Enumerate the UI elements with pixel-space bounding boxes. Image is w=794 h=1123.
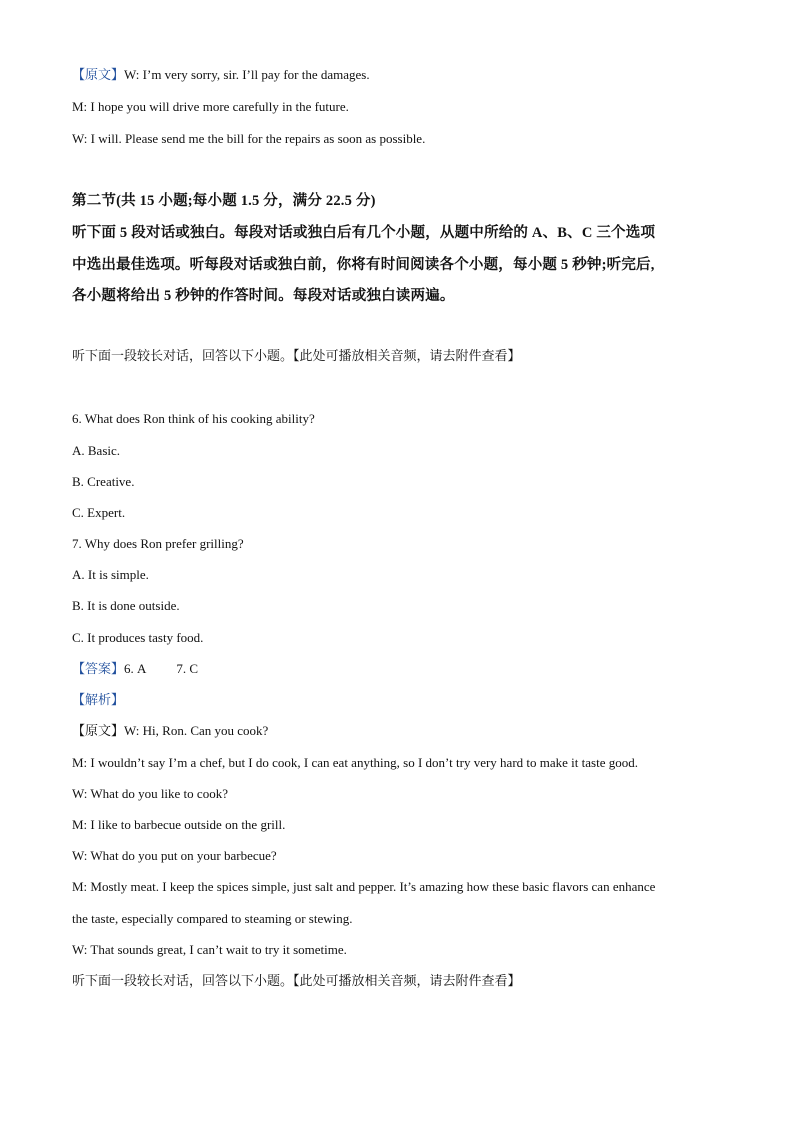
transcript-line-5: W: What do you put on your barbecue? (72, 848, 277, 863)
section-instruction-1: 听下面 5 段对话或独白。每段对话或独白后有几个小题，从题中所给的 A、B、C 三个选项 (72, 225, 656, 241)
transcript-tag: 【原文】 (72, 723, 125, 738)
question-6-option-c: C. Expert. (72, 505, 126, 520)
transcript-line-7: the taste, especially compared to steaming or stewing. (72, 911, 353, 926)
top-dialog-line-3: W: I will. Please send me the bill for the repairs as soon as possible. (72, 131, 426, 146)
answer-line (72, 660, 734, 678)
answer-label: 【答案】 (72, 661, 125, 676)
answer-6: 6. A (124, 661, 147, 676)
question-7-option-c: C. It produces tasty food. (72, 630, 204, 645)
transcript-line-6: M: Mostly meat. I keep the spices simple, just salt and pepper. It’s amazing how these basic flavors can enhance (72, 879, 656, 894)
transcript-line-4: M: I like to barbecue outside on the grill. (72, 817, 286, 832)
transcript-line-8: W: That sounds great, I can’t wait to try it sometime. (72, 942, 347, 957)
transcript-line-2: M: I wouldn’t say I’m a chef, but I do cook, I can eat anything, so I don’t try very hard to make it taste good. (72, 755, 638, 770)
section-title: 第二节(共 15 小题;每小题 1.5 分，满分 22.5 分) (72, 193, 376, 209)
question-6-option-b: B. Creative. (72, 474, 135, 489)
section-instruction-3: 各小题将给出 5 秒钟的作答时间。每段对话或独白读两遍。 (72, 288, 455, 304)
transcript-tag: 【原文】 (72, 67, 125, 82)
answer-7: 7. C (176, 661, 199, 676)
question-7-option-a: A. It is simple. (72, 567, 149, 582)
question-6-stem: 6. What does Ron think of his cooking ability? (72, 411, 315, 426)
transcript-line-1: 【原文】W: Hi, Ron. Can you cook? (72, 723, 269, 738)
question-6-option-a: A. Basic. (72, 443, 121, 458)
top-dialog-line-2: M: I hope you will drive more carefully in the future. (72, 99, 349, 114)
listening-prompt-1: 听下面一段较长对话，回答以下小题。【此处可播放相关音频，请去附件查看】 (72, 348, 521, 363)
question-7-stem: 7. Why does Ron prefer grilling? (72, 536, 244, 551)
analysis-label: 【解析】 (72, 692, 125, 707)
listening-prompt-2: 听下面一段较长对话，回答以下小题。【此处可播放相关音频，请去附件查看】 (72, 973, 521, 988)
question-7-option-b: B. It is done outside. (72, 598, 180, 613)
section-instruction-2: 中选出最佳选项。听每段对话或独白前，你将有时间阅读各个小题，每小题 5 秒钟;听完后, (72, 257, 655, 273)
top-dialog-line-1: 【原文】W: I’m very sorry, sir. I’ll pay for the damages. (72, 67, 370, 82)
transcript-line-3: W: What do you like to cook? (72, 786, 228, 801)
